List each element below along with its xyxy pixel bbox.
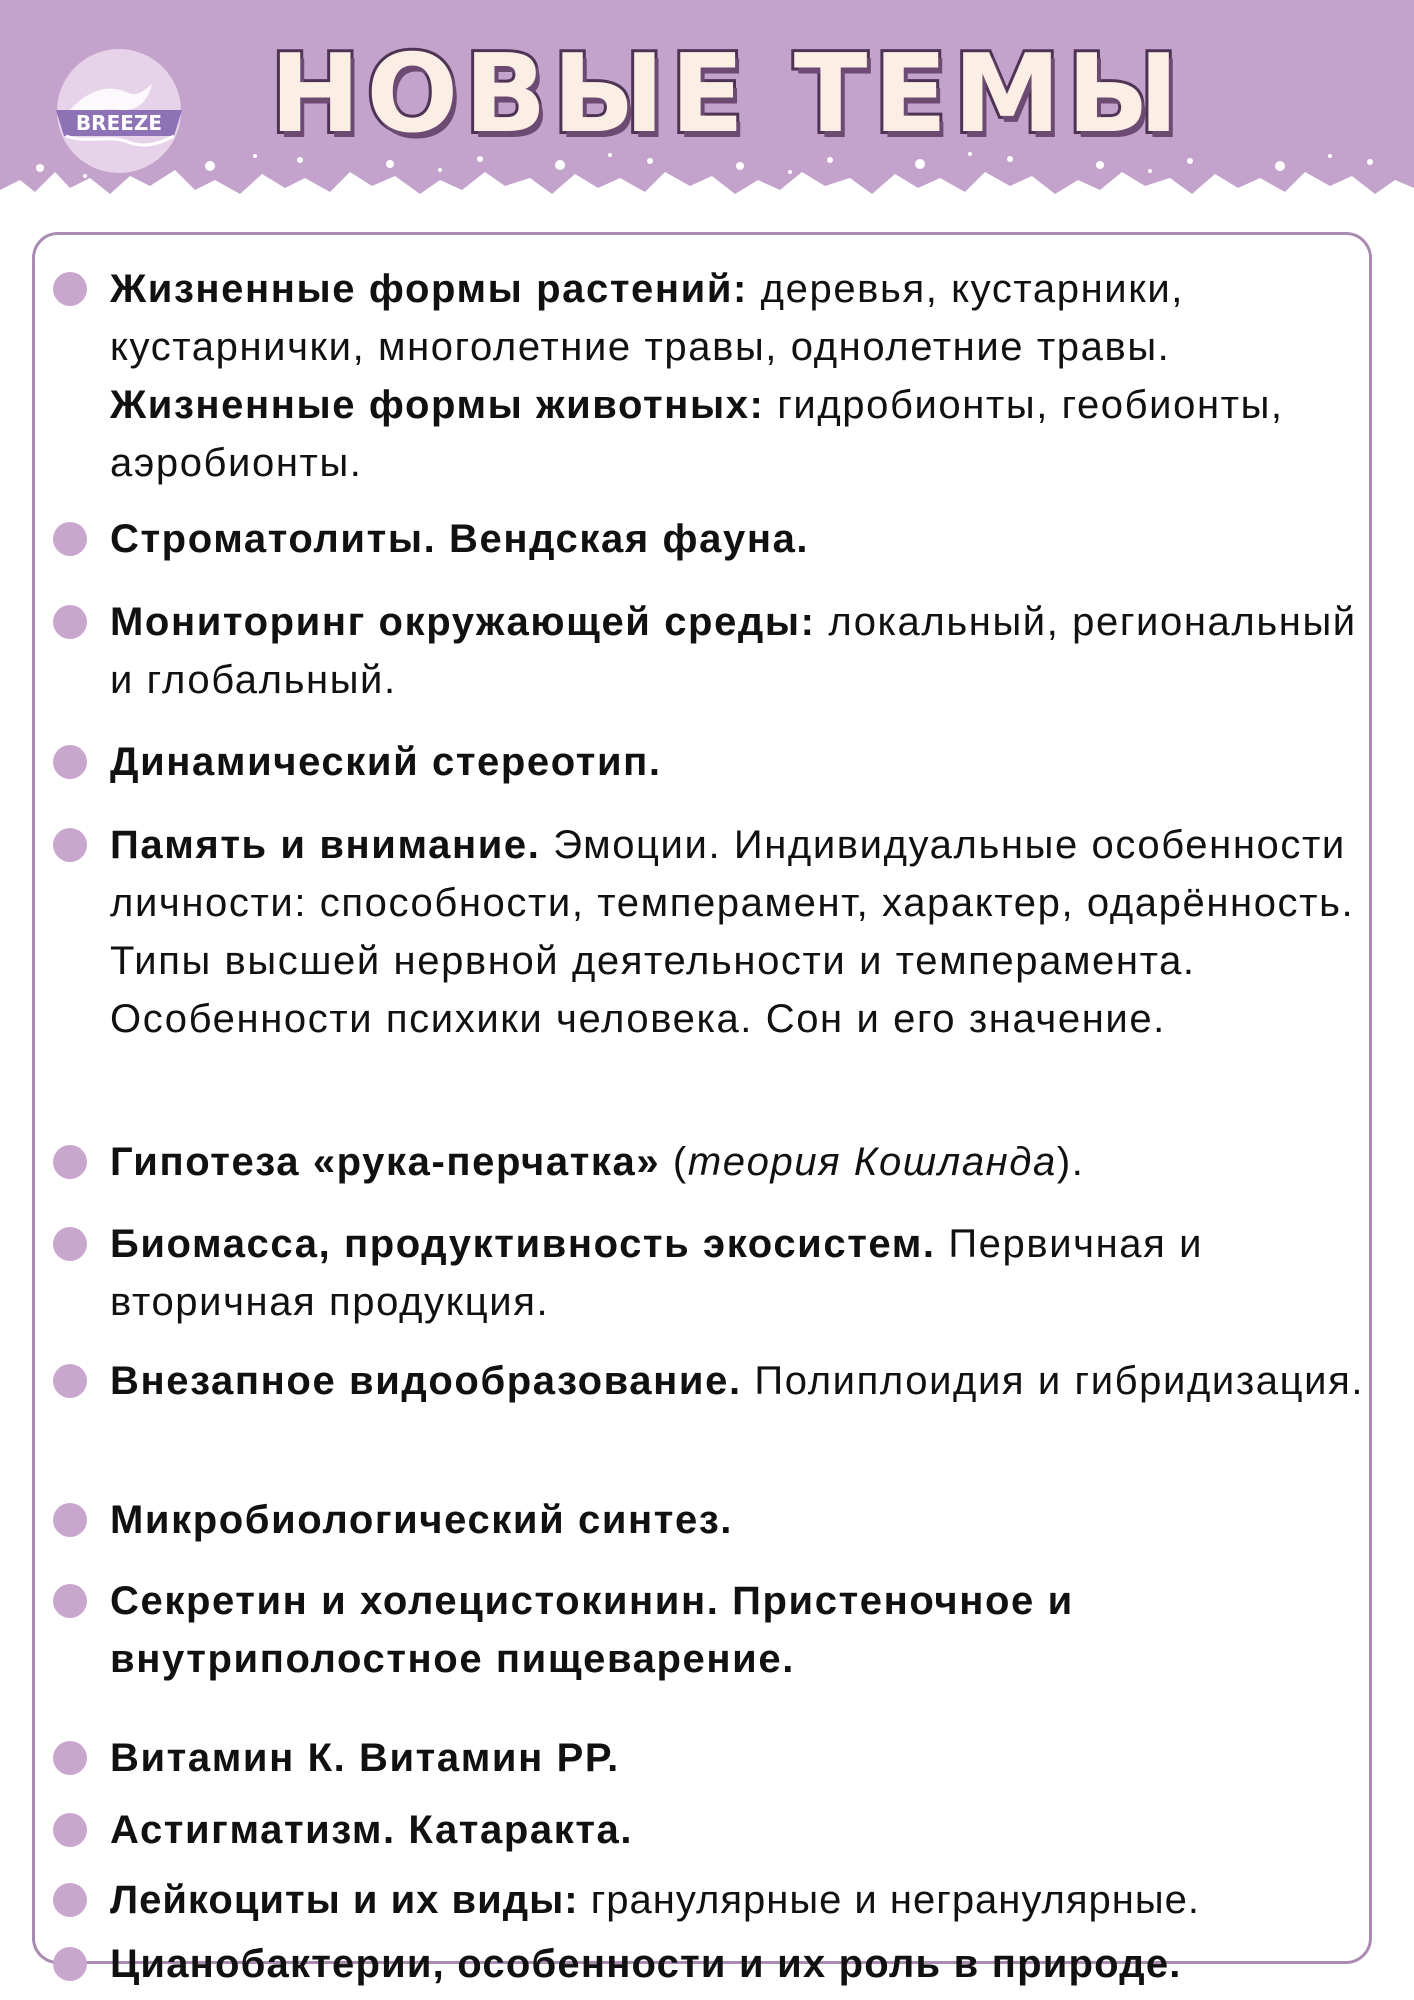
bullet-icon	[53, 1883, 87, 1917]
bullet-icon	[53, 745, 87, 779]
bullet-icon	[53, 1145, 87, 1179]
bullet-icon	[53, 605, 87, 639]
topic-text: Биомасса, продуктивность экосистем. Первичная и вторичная продукция.	[110, 1222, 1204, 1324]
topic-text: Мониторинг окружающей среды: локальный, региональный и глобальный.	[110, 600, 1357, 702]
topic-text: Лейкоциты и их виды: гранулярные и негранулярные.	[110, 1878, 1200, 1922]
logo-text: BREEZE	[75, 111, 163, 135]
bullet-icon	[53, 1947, 87, 1981]
topic-text: Цианобактерии, особенности и их роль в природе.	[110, 1942, 1182, 1986]
bullet-icon	[53, 1813, 87, 1847]
bullet-icon	[53, 1503, 87, 1537]
bullet-icon	[53, 828, 87, 862]
topic-text: Секретин и холецистокинин. Пристеночное и внутриполостное пищеварение.	[110, 1579, 1074, 1681]
bullet-icon	[53, 1364, 87, 1398]
breeze-logo	[48, 40, 190, 182]
bullet-icon	[53, 522, 87, 556]
topic-text: Жизненные формы растений: деревья, кустарники, кустарнички, многолетние травы, однолетние травы. Жизненные формы животных: гидробионты, геобионты, аэробионты.	[110, 267, 1284, 485]
topic-text: Астигматизм. Катаракта.	[110, 1808, 634, 1852]
topic-text: Гипотеза «рука-перчатка» (теория Кошланда).	[110, 1140, 1085, 1184]
bullet-icon	[53, 1584, 87, 1618]
bullet-icon	[53, 1227, 87, 1261]
bullet-icon	[53, 1741, 87, 1775]
topic-text: Динамический стереотип.	[110, 740, 662, 784]
bullet-icon	[53, 272, 87, 306]
topics-panel	[32, 232, 1372, 1986]
topic-text: Витамин К. Витамин РР.	[110, 1736, 620, 1780]
topic-text: Внезапное видообразование. Полиплоидия и гибридизация.	[110, 1359, 1365, 1403]
header-banner	[0, 0, 1414, 215]
topic-text: Строматолиты. Вендская фауна.	[110, 517, 810, 561]
page-title: НОВЫЕ ТЕМЫ	[270, 32, 1185, 157]
topic-text: Память и внимание. Эмоции. Индивидуальные особенности личности: способности, темперамент, характер, одарённость. Типы высшей нервной деятельности и темперамента. Особенности психики человека. Сон и его значение.	[110, 823, 1355, 1041]
topic-text: Микробиологический синтез.	[110, 1498, 734, 1542]
